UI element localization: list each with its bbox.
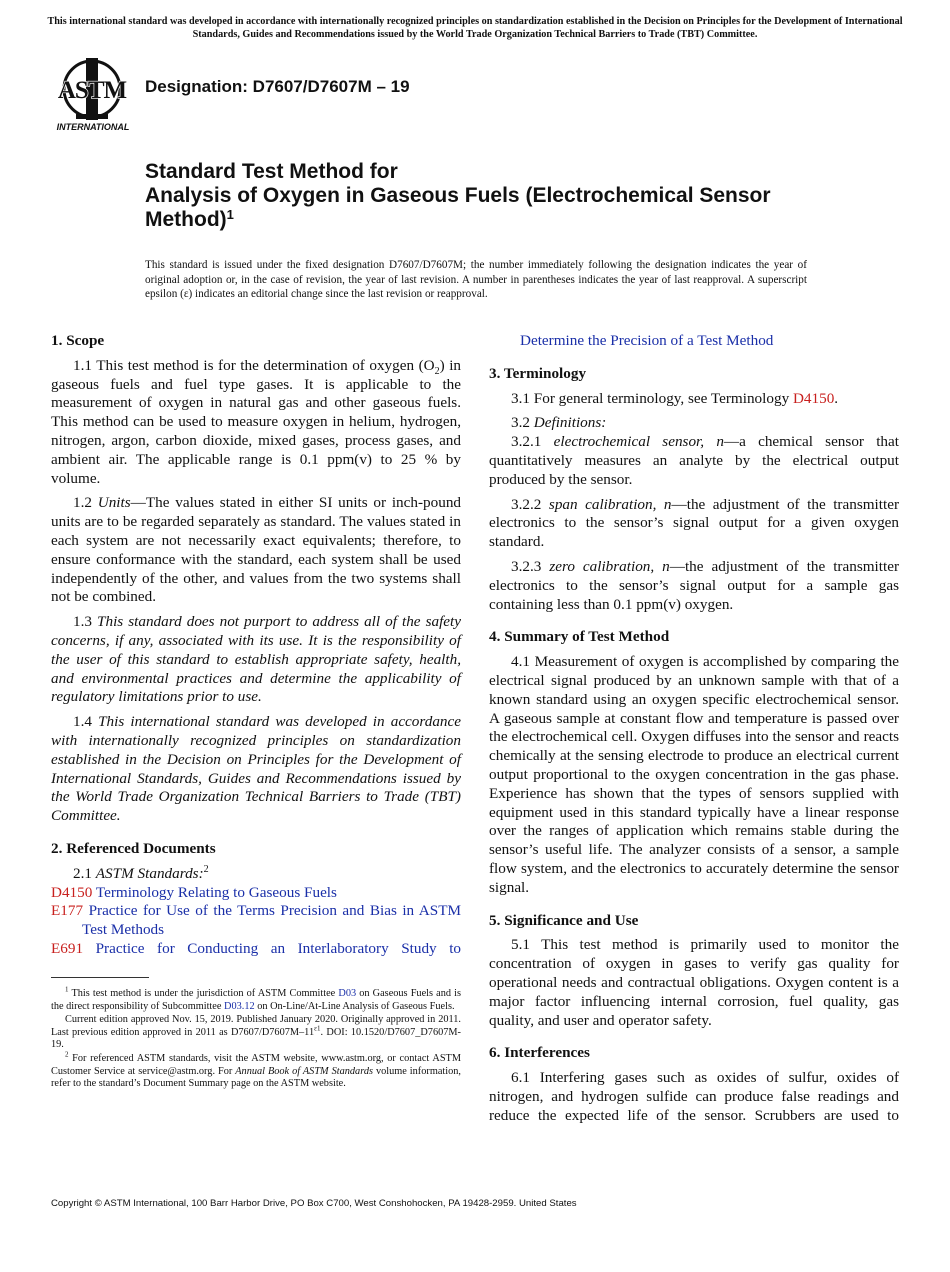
section-heading-scope: 1. Scope bbox=[51, 332, 105, 349]
section-heading-terminology: 3. Terminology bbox=[489, 364, 587, 382]
paragraph-3-2-2: 3.2.2 span calibration, n—the adjustment of the transmitter electronics to the sensor’s signal output for a given oxygen standard. bbox=[489, 495, 899, 551]
footnotes bbox=[51, 985, 461, 1092]
section-heading-significance: 5. Significance and Use bbox=[489, 911, 639, 929]
reference-e691[interactable]: E691 Practice for Conducting an Interlaboratory Study to bbox=[51, 939, 462, 957]
astm-logo bbox=[52, 56, 136, 134]
paragraph-1-1: 1.1 This test method is for the determination of oxygen $(O_2)$ in gaseous fuels and fuel type gases. It is applicable to the measurement of oxygen in natural gas and other gaseous fuels. This method can be used to measure oxygen in helium, hydrogen, nitrogen, argon, carbon dioxide, mixed gases, process gases, and ambient air. The applicable range is 0.1 ppm(v) to 25 % by volume. bbox=[51, 356, 462, 487]
title-text: Analysis of Oxygen in Gaseous Fuels (Electrochemical Sensor Method) bbox=[145, 184, 771, 231]
footnote-1-edition: Current edition approved Nov. 15, 2019. Published January 2020. Originally approved in 2011. Last previous edition approved in 2011 as $D7607/D7607M-11^{\varepsilon 1}$. DOI: 10.1520/D7607_D7607M-19. bbox=[51, 1014, 461, 1051]
paragraph-1-4: 1.4 This international standard was developed in accordance with internationally recognized principles on standardization established in the Decision on Principles for the Development of International Standards, Guides and Recommendations issued by the World Trade Organization Technical Barriers to Trade (TBT) Committee. bbox=[51, 713, 462, 825]
paragraph-3-2-3: 3.2.3 zero calibration, n—the adjustment of the transmitter electronics to the sensor’s signal output for a sample gas containing less than 0.1 ppm(v) oxygen. bbox=[489, 557, 900, 613]
title-line-2 bbox=[145, 184, 845, 232]
paragraph-1-3: 1.3 This standard does not purport to address all of the safety concerns, if any, associated with its use. It is the responsibility of the user of this standard to establish appropriate safety, health, and environmental practices and determine the applicability of regulatory limitations prior to use. bbox=[51, 613, 462, 706]
logo-text: ASTM bbox=[57, 77, 127, 104]
logo-subtext: INTERNATIONAL bbox=[56, 122, 130, 132]
reference-e691-continued[interactable]: Determine the Precision of a Test Method bbox=[520, 332, 774, 349]
paragraph-6-1: 6.1 Interfering gases such as oxides of sulfur, oxides of nitrogen, and hydrogen sulfide can produce false readings and reduce the expected life of the sensor. Scrubbers are used to bbox=[489, 1069, 899, 1124]
footnote-1: $^1$ This test method is under the jurisdiction of ASTM Committee D03 on Gaseous Fuels and is the direct responsibility of Subcommittee D03.12 on On-Line/At-Line Analysis of Gaseous Fuels. bbox=[51, 985, 461, 1012]
copyright-notice: Copyright © ASTM International, 100 Barr Harbor Drive, PO Box C700, West Conshohocken, PA 19428-2959. United States bbox=[51, 1198, 577, 1209]
committee-link[interactable]: D03 bbox=[338, 988, 357, 999]
issued-note: This standard is issued under the fixed designation D7607/D7607M; the number immediately following the designation indicates the year of original adoption or, in the case of revision, the year of last revision. A number in parentheses indicates the year of last reapproval. A superscript epsilon (ε) indicates an editorial change since the last revision or reapproval. bbox=[145, 259, 807, 300]
d4150-link[interactable]: D4150 bbox=[792, 389, 835, 407]
paragraph-2-1: 2.1 ASTM Standards:$^2$ bbox=[73, 863, 209, 882]
footnote-2: $^2$ For referenced ASTM standards, visit the ASTM website, www.astm.org, or contact ASTM Customer Service at service@astm.org. For Annual Book of ASTM Standards volume information, refer to the standard’s Document Summary page on the ASTM website. bbox=[51, 1050, 461, 1090]
paragraph-1-2: 1.2 Units—The values stated in either SI units or inch-pound units are to be regarded separately as standard. The values stated in each system are not necessarily exact equivalents; therefore, to ensure conformance with the standard, each system shall be used independently of the other, and values from the two systems shall not be combined. bbox=[51, 494, 462, 606]
designation: Designation: D7607/D7607M – 19 bbox=[145, 77, 410, 96]
title-footnote-mark: 1 bbox=[226, 207, 234, 222]
footnote-divider bbox=[51, 977, 149, 978]
reference-e177[interactable]: E177 Practice for Use of the Terms Precision and Bias in ASTM Test Methods bbox=[51, 902, 462, 939]
section-heading-interferences: 6. Interferences bbox=[489, 1044, 590, 1062]
reference-d4150[interactable]: D4150 Terminology Relating to Gaseous Fuels bbox=[51, 883, 337, 901]
paragraph-3-1: 3.1 For general terminology, see Terminology D4150. bbox=[511, 389, 839, 407]
top-notice: This international standard was developed in accordance with internationally recognized principles on standardization established in the Decision on Principles for the Development of International Standards, Guides and Recommendations issued by the World Trade Organization Technical Barriers to Trade (TBT) Committee. bbox=[47, 16, 903, 40]
title-line-1: Standard Test Method for bbox=[145, 160, 398, 183]
subcommittee-link[interactable]: D03.12 bbox=[224, 1000, 255, 1012]
section-heading-referenced-documents: 2. Referenced Documents bbox=[51, 839, 216, 857]
left-column bbox=[51, 332, 461, 959]
document-title bbox=[145, 160, 845, 232]
section-heading-summary: 4. Summary of Test Method bbox=[489, 628, 670, 646]
paragraph-3-2: 3.2 Definitions: bbox=[511, 414, 607, 432]
paragraph-5-1: 5.1 This test method is primarily used to monitor the concentration of oxygen in gases to verify gas quality for operational needs and contractual obligations. Oxygen content is a major factor influencing internal corrosion, fuel quality, gas quality, and user and operator safety. bbox=[489, 936, 899, 1029]
paragraph-3-2-1: 3.2.1 electrochemical sensor, n—a chemical sensor that quantitatively measures an analyte by the electrical output produced by the sensor. bbox=[489, 433, 899, 488]
paragraph-4-1: 4.1 Measurement of oxygen is accomplished by comparing the electrical signal produced by an unknown sample with that of a known standard using an oxygen specific electrochemical sensor. A gaseous sample at constant flow and temperature is passed over the electrochemical cell. Oxygen diffuses into the sensor and reacts chemically at the sensing electrode to produce an electrical current output proportional to the oxygen concentration in the gas phase. Experience has shown that the types of sensors supplied with equipment used in this standard typically have a linear response over the ranges of application which remains stable during the sensor’s useful life. The analyzer consists of a sensor, a sample flow system, and the electronics to accurately determine the sensor signal. bbox=[489, 653, 899, 896]
astm-logo-icon bbox=[52, 56, 136, 134]
right-column bbox=[489, 332, 899, 1131]
